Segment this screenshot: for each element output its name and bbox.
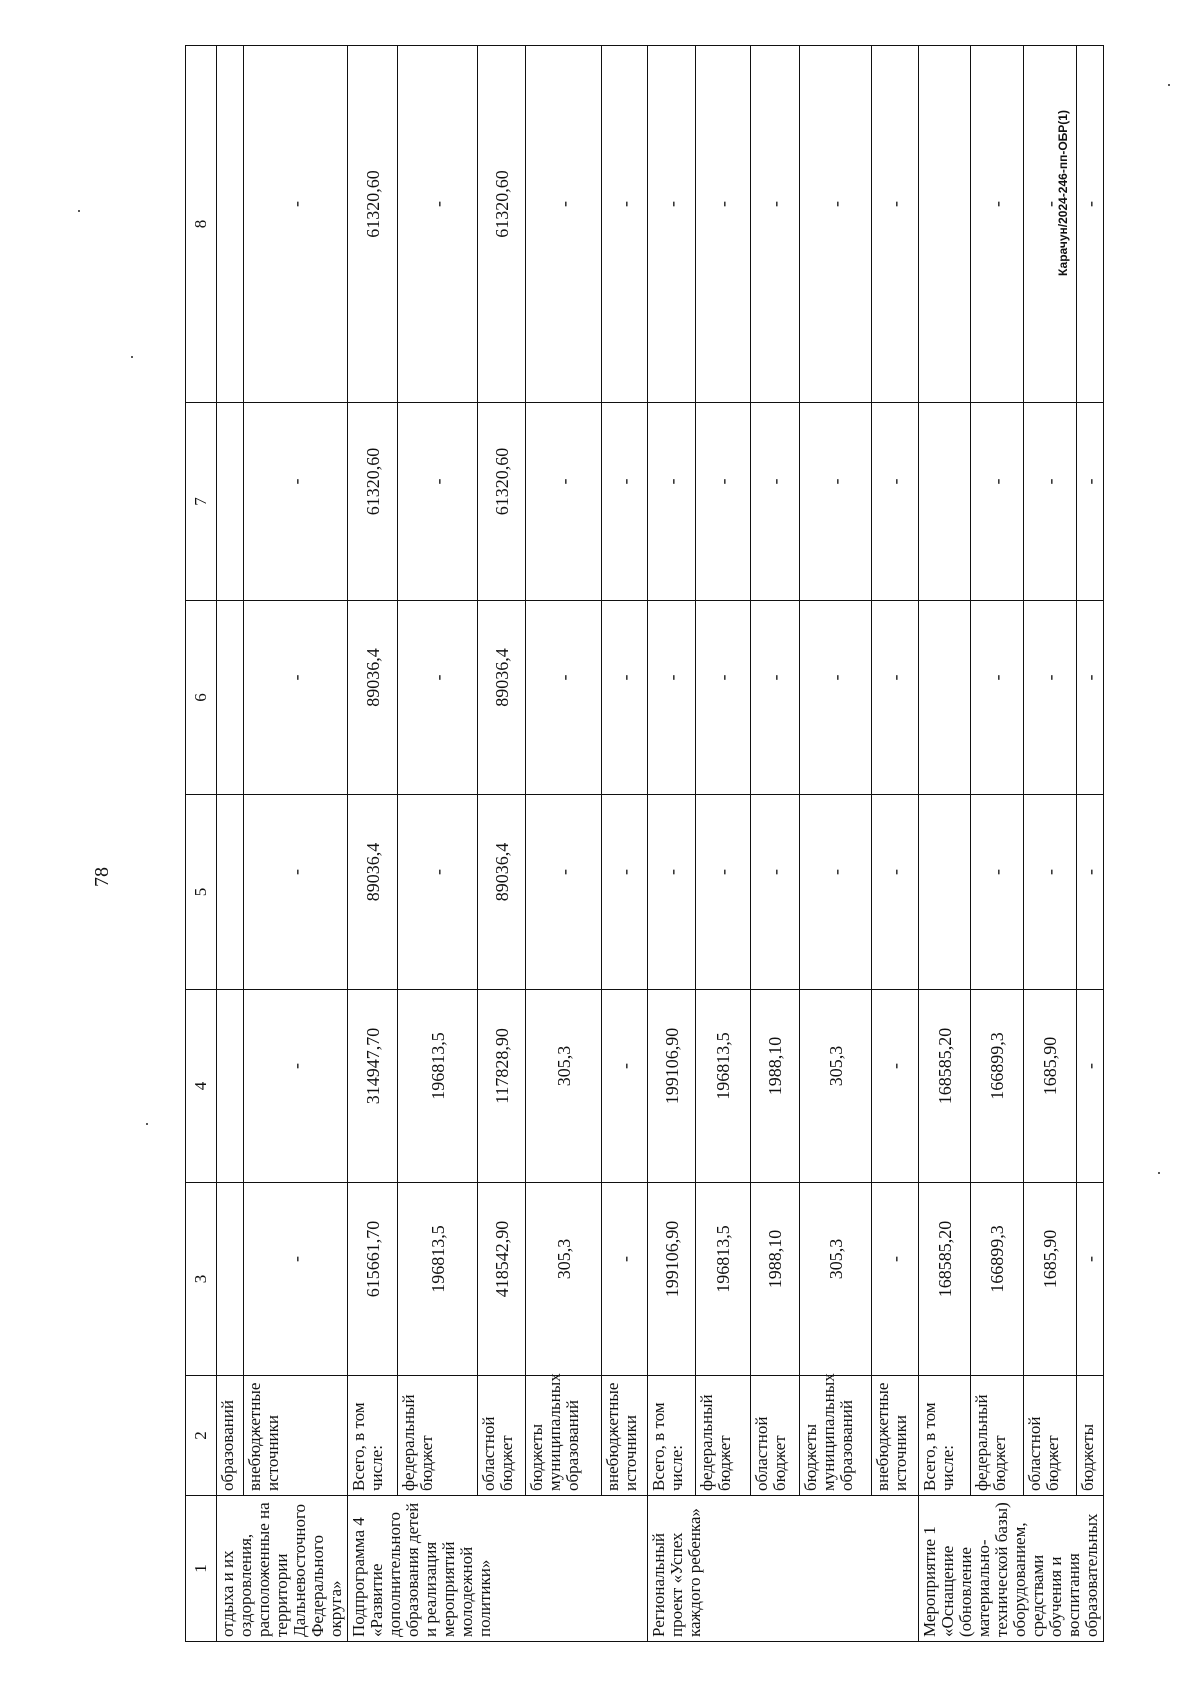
value-cell: - — [800, 601, 872, 795]
value-cell: 196813,5 — [398, 1183, 478, 1376]
value-cell: - — [971, 795, 1024, 990]
funding-source-cell: областной бюджет — [751, 1376, 800, 1496]
header-row — [186, 46, 217, 1642]
value-cell: - — [751, 403, 800, 601]
value-cell: - — [244, 1183, 348, 1376]
value-cell: 305,3 — [800, 1183, 872, 1376]
column-header: 1 — [186, 1496, 217, 1642]
value-cell: - — [398, 601, 478, 795]
value-cell: - — [696, 601, 751, 795]
value-cell: - — [602, 990, 648, 1183]
value-cell: - — [648, 46, 696, 403]
value-cell: 89036,4 — [348, 601, 398, 795]
column-header: 5 — [186, 795, 217, 990]
value-cell — [217, 46, 244, 403]
value-cell: - — [526, 46, 602, 403]
scan-speck — [78, 210, 80, 212]
value-cell: - — [244, 403, 348, 601]
value-cell: 196813,5 — [398, 990, 478, 1183]
funding-source-cell: бюджеты — [1077, 1376, 1104, 1496]
value-cell: - — [971, 403, 1024, 601]
funding-source-cell: областной бюджет — [478, 1376, 526, 1496]
funding-source-cell: внебюджетные источники — [244, 1376, 348, 1496]
value-cell — [217, 1183, 244, 1376]
table-row — [696, 46, 751, 1642]
funding-source-cell: Всего, в том числе: — [648, 1376, 696, 1496]
table-row — [478, 46, 526, 1642]
value-cell: - — [800, 403, 872, 601]
column-header: 4 — [186, 990, 217, 1183]
value-cell — [919, 403, 971, 601]
funding-source-cell: внебюджетные источники — [602, 1376, 648, 1496]
value-cell: - — [1077, 403, 1104, 601]
value-cell — [217, 403, 244, 601]
value-cell: - — [872, 795, 919, 990]
value-cell: - — [398, 795, 478, 990]
value-cell — [217, 795, 244, 990]
value-cell: 199106,90 — [648, 990, 696, 1183]
value-cell: - — [648, 601, 696, 795]
value-cell: - — [872, 46, 919, 403]
value-cell: - — [244, 601, 348, 795]
program-cell: отдыха и их оздоровления, расположенные на территории Дальневосточного Федерального округа» — [217, 1496, 348, 1642]
column-header: 8 — [186, 46, 217, 403]
value-cell: - — [602, 46, 648, 403]
column-header: 7 — [186, 403, 217, 601]
column-header: 6 — [186, 601, 217, 795]
budget-table — [185, 45, 1104, 1642]
value-cell: - — [872, 601, 919, 795]
value-cell: - — [1024, 46, 1077, 403]
value-cell: - — [872, 1183, 919, 1376]
value-cell — [217, 990, 244, 1183]
value-cell: 199106,90 — [648, 1183, 696, 1376]
table-row — [526, 46, 602, 1642]
table-row — [1077, 46, 1104, 1642]
funding-source-cell: федеральный бюджет — [398, 1376, 478, 1496]
value-cell: 305,3 — [526, 990, 602, 1183]
funding-source-cell: образований — [217, 1376, 244, 1496]
value-cell: - — [1077, 990, 1104, 1183]
value-cell: - — [244, 795, 348, 990]
scan-speck — [146, 1123, 148, 1125]
value-cell — [919, 601, 971, 795]
value-cell: 196813,5 — [696, 1183, 751, 1376]
table-row — [800, 46, 872, 1642]
program-cell: Мероприятие 1 «Оснащение (обновление материально-технической базы) оборудованием, средствами обучения и воспитания образовательных — [919, 1496, 1104, 1642]
program-cell: Подпрограмма 4 «Развитие дополнительного образования детей и реализация мероприятий молодежной политики» — [348, 1496, 648, 1642]
value-cell: - — [696, 403, 751, 601]
program-cell: Региональный проект «Успех каждого ребенка» — [648, 1496, 919, 1642]
page-number: 78 — [91, 867, 113, 887]
value-cell: - — [398, 403, 478, 601]
value-cell: - — [872, 403, 919, 601]
value-cell: - — [526, 795, 602, 990]
value-cell: 1685,90 — [1024, 990, 1077, 1183]
value-cell: 314947,70 — [348, 990, 398, 1183]
table-row — [872, 46, 919, 1642]
value-cell: - — [971, 601, 1024, 795]
funding-source-cell: федеральный бюджет — [696, 1376, 751, 1496]
funding-source-cell: Всего, в том числе: — [919, 1376, 971, 1496]
value-cell: - — [696, 795, 751, 990]
value-cell: 166899,3 — [971, 1183, 1024, 1376]
value-cell: 61320,60 — [348, 403, 398, 601]
value-cell: - — [602, 1183, 648, 1376]
value-cell: - — [602, 601, 648, 795]
table-row — [602, 46, 648, 1642]
value-cell: - — [648, 795, 696, 990]
value-cell: - — [602, 403, 648, 601]
value-cell: - — [1077, 46, 1104, 403]
table-row — [1024, 46, 1077, 1642]
value-cell: - — [1024, 601, 1077, 795]
value-cell: - — [1024, 403, 1077, 601]
value-cell: - — [398, 46, 478, 403]
value-cell: - — [1077, 601, 1104, 795]
column-header: 2 — [186, 1376, 217, 1496]
value-cell: - — [800, 46, 872, 403]
table-row — [971, 46, 1024, 1642]
value-cell: 615661,70 — [348, 1183, 398, 1376]
table-row — [751, 46, 800, 1642]
footer-code: Карачун/2024-246-пп-ОБР(1) — [1056, 110, 1070, 276]
column-header: 3 — [186, 1183, 217, 1376]
table-row — [244, 46, 348, 1642]
value-cell: - — [648, 403, 696, 601]
value-cell: 305,3 — [526, 1183, 602, 1376]
value-cell: 166899,3 — [971, 990, 1024, 1183]
table-row — [398, 46, 478, 1642]
value-cell: 89036,4 — [348, 795, 398, 990]
scan-speck — [1168, 84, 1170, 86]
table-row — [648, 46, 696, 1642]
value-cell: 196813,5 — [696, 990, 751, 1183]
value-cell: 1988,10 — [751, 1183, 800, 1376]
table-row — [348, 46, 398, 1642]
funding-source-cell: федеральный бюджет — [971, 1376, 1024, 1496]
funding-source-cell: бюджеты муниципальных образований — [800, 1376, 872, 1496]
value-cell: 61320,60 — [478, 46, 526, 403]
value-cell: - — [751, 795, 800, 990]
value-cell: - — [751, 46, 800, 403]
value-cell: 168585,20 — [919, 1183, 971, 1376]
value-cell: - — [526, 403, 602, 601]
value-cell: - — [602, 795, 648, 990]
table-row — [919, 46, 971, 1642]
value-cell: - — [1077, 795, 1104, 990]
value-cell: - — [526, 601, 602, 795]
value-cell — [919, 795, 971, 990]
value-cell: - — [244, 990, 348, 1183]
value-cell: - — [751, 601, 800, 795]
value-cell: 1988,10 — [751, 990, 800, 1183]
value-cell: 89036,4 — [478, 601, 526, 795]
funding-source-cell: внебюджетные источники — [872, 1376, 919, 1496]
value-cell: - — [971, 46, 1024, 403]
value-cell: - — [244, 46, 348, 403]
value-cell: - — [1077, 1183, 1104, 1376]
value-cell: 168585,20 — [919, 990, 971, 1183]
value-cell: - — [872, 990, 919, 1183]
value-cell: 418542,90 — [478, 1183, 526, 1376]
table-row — [217, 46, 244, 1642]
funding-source-cell: бюджеты муниципальных образований — [526, 1376, 602, 1496]
funding-source-cell: Всего, в том числе: — [348, 1376, 398, 1496]
value-cell: - — [800, 795, 872, 990]
scan-speck — [1158, 1172, 1160, 1174]
value-cell: - — [1024, 795, 1077, 990]
value-cell: 61320,60 — [478, 403, 526, 601]
value-cell: - — [696, 46, 751, 403]
value-cell — [919, 46, 971, 403]
funding-source-cell: областной бюджет — [1024, 1376, 1077, 1496]
value-cell — [217, 601, 244, 795]
value-cell: 1685,90 — [1024, 1183, 1077, 1376]
value-cell: 305,3 — [800, 990, 872, 1183]
value-cell: 61320,60 — [348, 46, 398, 403]
value-cell: 117828,90 — [478, 990, 526, 1183]
value-cell: 89036,4 — [478, 795, 526, 990]
scan-speck — [131, 356, 133, 358]
